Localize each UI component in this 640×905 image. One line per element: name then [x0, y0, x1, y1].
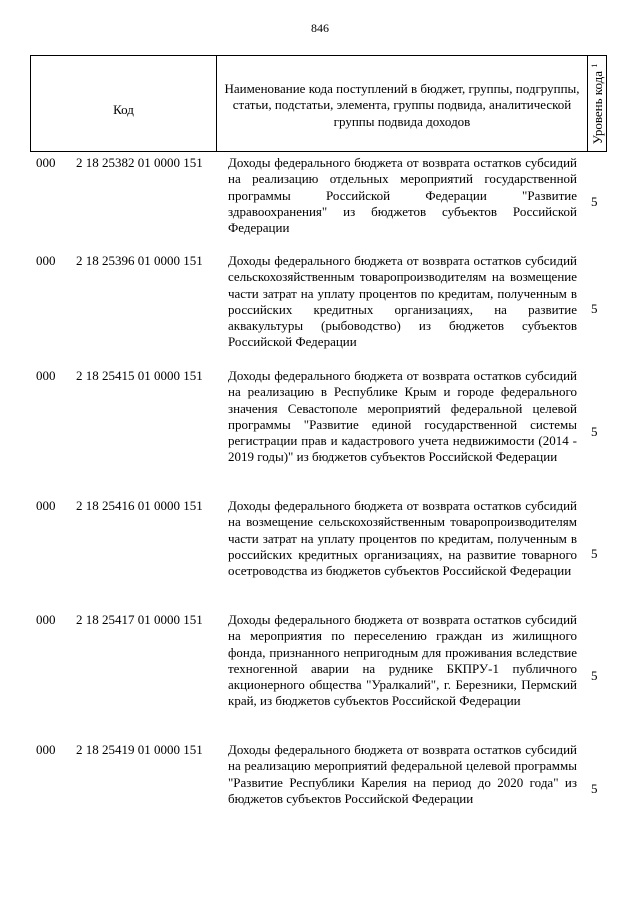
admin-code: 000 [36, 368, 56, 383]
header-level [587, 56, 607, 151]
admin-code: 000 [36, 155, 56, 170]
header-level-footnote: 1 [589, 63, 599, 68]
admin-code: 000 [36, 742, 56, 757]
income-code: 2 18 25415 01 0000 151 [76, 368, 203, 383]
income-code: 2 18 25382 01 0000 151 [76, 155, 203, 170]
income-code: 2 18 25416 01 0000 151 [76, 498, 203, 513]
admin-code: 000 [36, 612, 56, 627]
table-header [30, 55, 607, 152]
code-level: 5 [591, 194, 598, 209]
header-name: Наименование кода поступлений в бюджет, группы, подгруппы, статьи, подстатьи, элемента, группы подвида, аналитической группы подвида доходов [224, 80, 580, 129]
income-description: Доходы федерального бюджета от возврата остатков субсидий на возмещение сельскохозяйственным товаропроизводителям части затрат на уплату процентов по кредитам, полученным в российских кредитных организациях, на развитие товарного осетроводства из бюджетов субъектов Российской Федерации [228, 498, 577, 579]
code-level: 5 [591, 424, 598, 439]
income-description: Доходы федерального бюджета от возврата остатков субсидий сельскохозяйственным товаропроизводителям на возмещение части затрат на уплату процентов по кредитам, полученным в российских кредитных организациях, на развитие аквакультуры (рыбоводство) из бюджетов субъектов Российской Федерации [228, 253, 577, 350]
income-code: 2 18 25419 01 0000 151 [76, 742, 203, 757]
code-level: 5 [591, 668, 598, 683]
header-level-text [589, 63, 605, 143]
page-number: 846 [311, 21, 329, 35]
code-level: 5 [591, 546, 598, 561]
income-code: 2 18 25396 01 0000 151 [76, 253, 203, 268]
income-description: Доходы федерального бюджета от возврата остатков субсидий на реализацию в Республике Крым и городе федерального значения Севастополе мероприятий федеральной целевой программы "Развитие единой государственной системы регистрации прав и кадастрового учета недвижимости (2014 - 2019 годы)" из бюджетов субъектов Российской Федерации [228, 368, 577, 465]
income-description: Доходы федерального бюджета от возврата остатков субсидий на реализацию отдельных мероприятий государственной программы Российской Федерации "Развитие здравоохранения" из бюджетов субъектов Российской Федерации [228, 155, 577, 236]
admin-code: 000 [36, 498, 56, 513]
admin-code: 000 [36, 253, 56, 268]
income-description: Доходы федерального бюджета от возврата остатков субсидий на мероприятия по переселению граждан из жилищного фонда, признанного непригодным для проживания вследствие техногенной аварии на руднике БКПРУ-1 публичного акционерного общества "Уралкалий", г. Березники, Пермский край, из бюджетов субъектов Российской Федерации [228, 612, 577, 709]
header-code: Код [31, 56, 217, 151]
income-description: Доходы федерального бюджета от возврата остатков субсидий на реализацию мероприятий федеральной целевой программы "Развитие Республики Карелия на период до 2020 года" из бюджетов субъектов Российской Федерации [228, 742, 577, 806]
code-level: 5 [591, 301, 598, 316]
code-level: 5 [591, 781, 598, 796]
header-level-label: Уровень кода [589, 70, 605, 144]
income-code: 2 18 25417 01 0000 151 [76, 612, 203, 627]
